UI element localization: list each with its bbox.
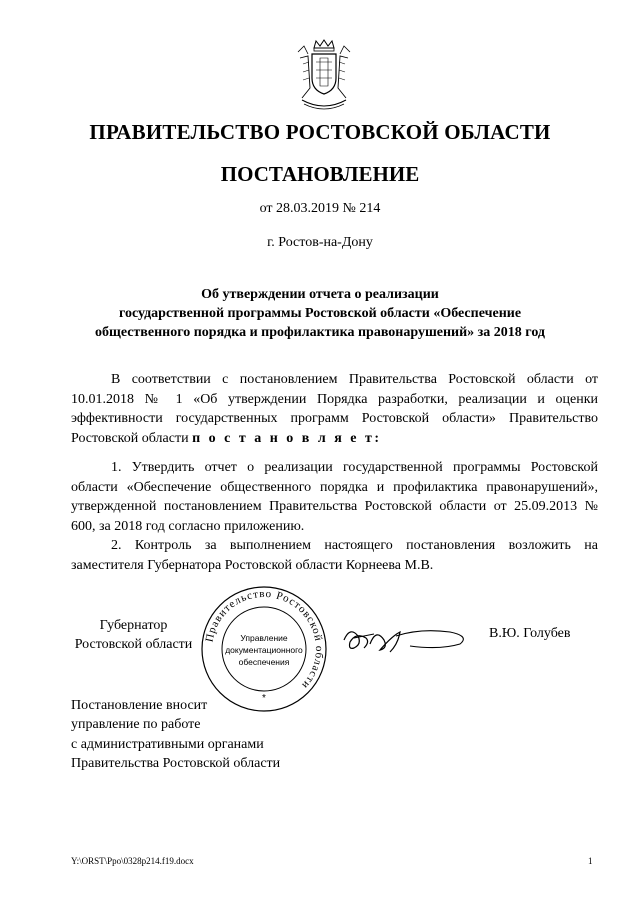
signatory-position-line: Губернатор <box>99 618 168 633</box>
subject-line: государственной программы Ростовской области «Обеспечение <box>118 306 522 321</box>
coat-of-arms-icon <box>294 38 354 114</box>
document-type-heading: ПОСТАНОВЛЕНИЕ <box>220 162 420 186</box>
document-date-number: от 28.03.2019 № 214 <box>259 201 381 216</box>
footer-file-path: Y:\ORST\Ppo\0328p214.f19.docx <box>71 856 194 866</box>
resolves-word: п о с т а н о в л я е т: <box>192 430 382 446</box>
signatory-position-line: Ростовской области <box>74 637 193 652</box>
subject-line: Об утверждении отчета о реализации <box>201 287 439 302</box>
document-subject <box>60 285 580 342</box>
svg-text:*: * <box>262 693 266 704</box>
document-city: г. Ростов-на-Дону <box>267 235 373 250</box>
submitter-line: с административными органами <box>71 736 264 752</box>
svg-text:Управление: Управление <box>240 633 288 643</box>
organization-title: ПРАВИТЕЛЬСТВО РОСТОВСКОЙ ОБЛАСТИ <box>89 120 551 144</box>
preamble-paragraph <box>71 370 598 448</box>
submitter-line: управление по работе <box>71 717 201 733</box>
submitter-line: Постановление вносит <box>71 698 208 713</box>
svg-text:Правительство Ростовской облас: Правительство Ростовской области <box>203 587 326 692</box>
svg-text:документационного: документационного <box>225 645 303 655</box>
resolution-item: 2. Контроль за выполнением настоящего постановления возложить на заместителя Губернатора Ростовской области Корнеева М.В. <box>71 538 598 573</box>
subject-line: общественного порядка и профилактика правонарушений» за 2018 год <box>95 325 545 340</box>
signatory-name: В.Ю. Голубев <box>489 626 571 641</box>
preamble-text: В соответствии с постановлением Правительства Ростовской области от 10.01.2018 № 1 «Об утверждении Порядка разработки, реализации и оценки эффективности государственных программ Ростовской области» Правительство Ростовской области <box>71 372 598 446</box>
resolution-item: 1. Утвердить отчет о реализации государственной программы Ростовской области «Обеспечение общественного порядка и профилактика правонарушений», утвержденной постановлением Правительства Ростовской области от 25.09.2013 № 600, за 2018 год согласно приложению. <box>71 460 598 534</box>
submitter-note <box>71 696 280 774</box>
resolution-items <box>71 458 598 576</box>
page-number: 1 <box>588 856 593 866</box>
submitter-line: Правительства Ростовской области <box>71 756 281 772</box>
handwritten-signature-icon <box>340 618 480 658</box>
signatory-position <box>71 616 196 654</box>
svg-text:обеспечения: обеспечения <box>238 657 290 667</box>
